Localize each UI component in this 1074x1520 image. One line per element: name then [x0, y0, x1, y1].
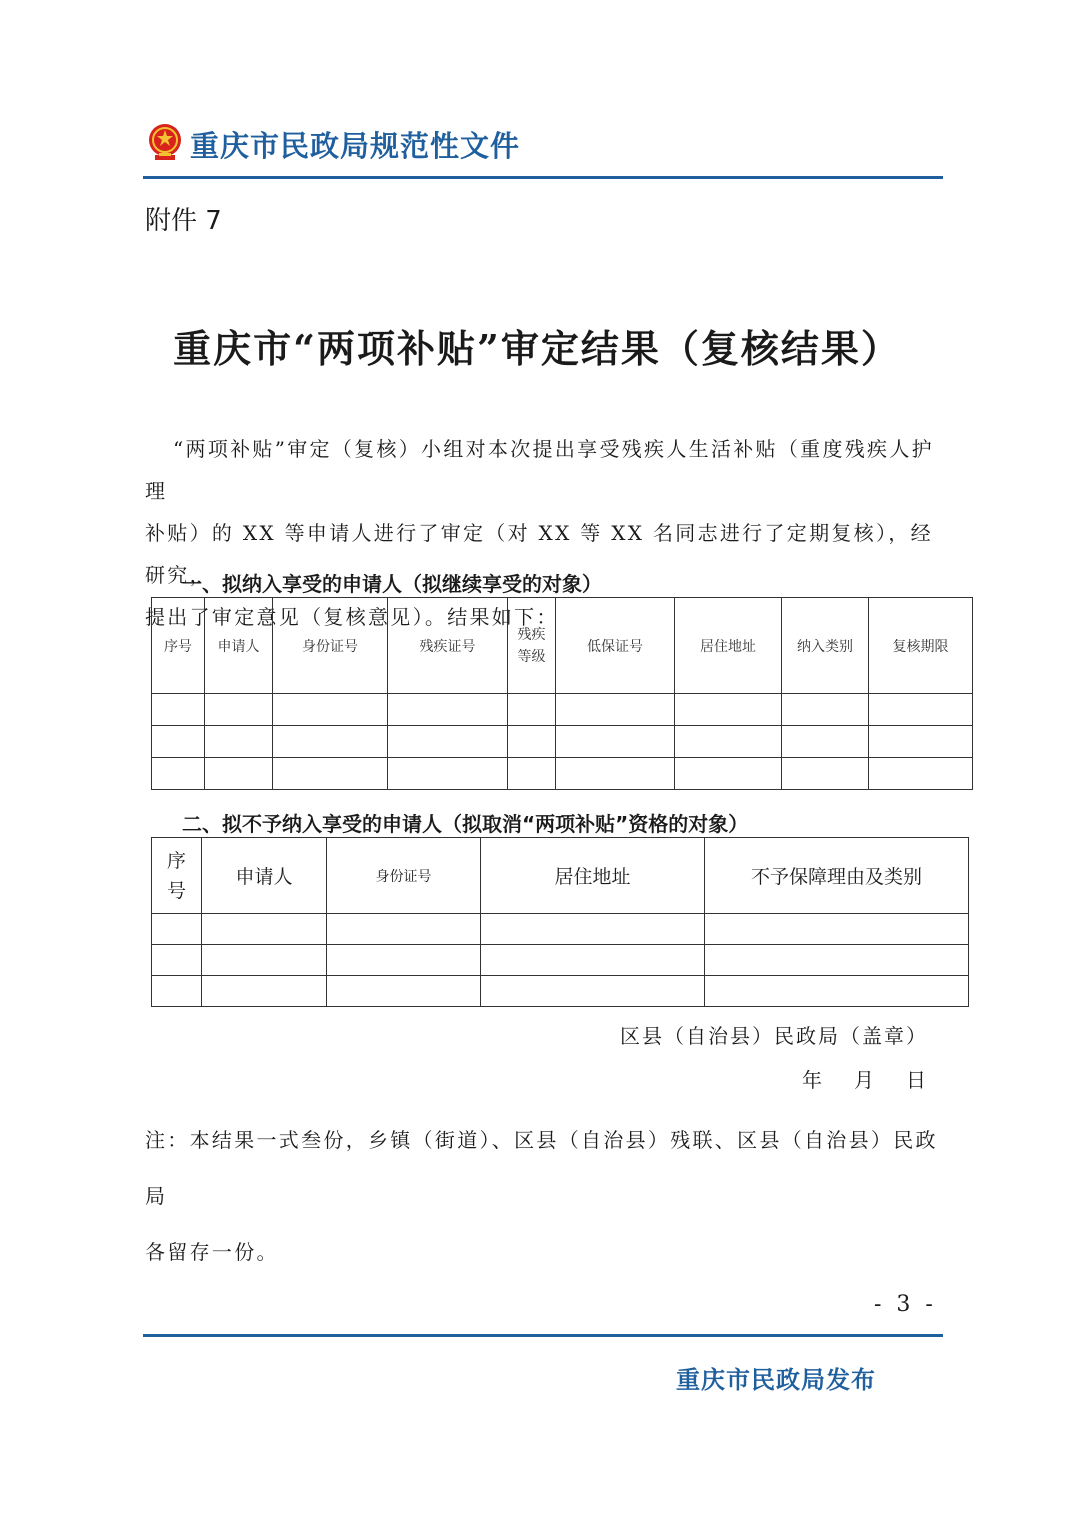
signature-date: 年 月 日	[802, 1068, 932, 1092]
table-row	[152, 914, 969, 945]
signature-org: 区县（自治县）民政局（盖章）	[620, 1024, 928, 1048]
table-header-row	[152, 838, 969, 914]
column-header: 身份证号	[327, 838, 481, 914]
column-header: 申请人	[205, 598, 273, 694]
note-line: 各留存一份。	[145, 1240, 279, 1264]
header-title: 重庆市民政局规范性文件	[190, 129, 521, 163]
column-header: 申请人	[202, 838, 327, 914]
column-header: 纳入类别	[782, 598, 869, 694]
header-divider	[143, 176, 943, 179]
footer-divider	[143, 1334, 943, 1337]
column-header: 低保证号	[556, 598, 675, 694]
note	[145, 1112, 945, 1280]
table-row	[152, 945, 969, 976]
table-row	[152, 758, 973, 790]
footer-publisher: 重庆市民政局发布	[676, 1366, 876, 1394]
intro-line: “两项补贴”审定（复核）小组对本次提出享受残疾人生活补贴（重度残疾人护理	[145, 437, 934, 503]
column-header: 身份证号	[273, 598, 388, 694]
section2-table	[151, 837, 969, 1007]
table-row	[152, 694, 973, 726]
section2-heading: 二、拟不予纳入享受的申请人（拟取消“两项补贴”资格的对象）	[182, 812, 749, 836]
column-header: 残疾等级	[508, 598, 556, 694]
note-line: 注：本结果一式叁份，乡镇（街道）、区县（自治县）残联、区县（自治县）民政局	[145, 1128, 938, 1208]
column-header: 居住地址	[481, 838, 705, 914]
column-header: 不予保障理由及类别	[705, 838, 969, 914]
table-row	[152, 726, 973, 758]
column-header: 序号	[152, 838, 202, 914]
column-header: 居住地址	[675, 598, 782, 694]
table-row	[152, 976, 969, 1007]
section1-table	[151, 597, 973, 790]
table-header-row	[152, 598, 973, 694]
column-header: 复核期限	[869, 598, 973, 694]
attachment-label: 附件 7	[145, 206, 222, 236]
intro-line: 补贴）的 XX 等申请人进行了审定（对 XX 等 XX 名同志进行了定期复核），经研究，	[145, 521, 933, 587]
page-number: - 3 -	[874, 1292, 937, 1317]
document-title: 重庆市“两项补贴”审定结果（复核结果）	[173, 326, 901, 371]
intro-line: 提出了审定意见（复核意见）。结果如下：	[145, 605, 559, 629]
column-header: 残疾证号	[388, 598, 508, 694]
national-emblem-icon	[146, 122, 184, 162]
column-header: 序号	[152, 598, 205, 694]
section1-heading: 一、拟纳入享受的申请人（拟继续享受的对象）	[182, 572, 602, 596]
